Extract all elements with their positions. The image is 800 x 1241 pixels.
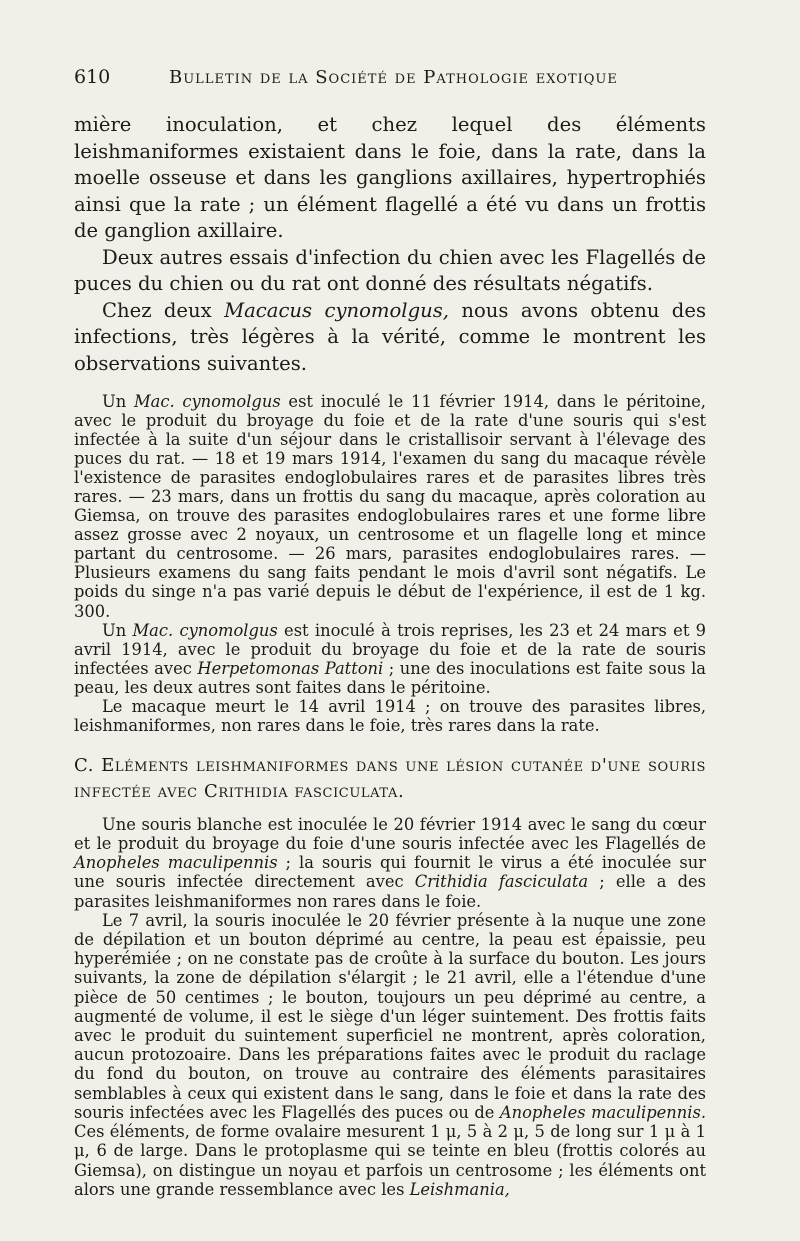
body-text	[74, 112, 706, 1199]
running-title: Bulletin de la Société de Pathologie exotique	[169, 67, 618, 88]
paragraph: Chez deux Macacus cynomolgus, nous avons obtenu des infections, très légères à la vérité, comme le montrent les observations suivantes.	[74, 298, 706, 375]
paragraph: Deux autres essais d'infection du chien avec les Flagellés de puces du chien ou du rat ont donné des résultats négatifs.	[74, 245, 706, 295]
observation-paragraph: Le macaque meurt le 14 avril 1914 ; on trouve des parasites libres, leishmaniformes, non rares dans le foie, très rares dans la rate.	[74, 696, 706, 735]
paragraph: mière inoculation, et chez lequel des éléments leishmaniformes existaient dans le foie, dans la rate, dans la moelle osseuse et dans les ganglions axillaires, hypertrophiés ainsi que la rate ; un élément flagellé a été vu dans un frottis de ganglion axillaire.	[74, 113, 706, 242]
intro-section	[74, 112, 706, 377]
paragraph: Une souris blanche est inoculée le 20 février 1914 avec le sang du cœur et le produit du broyage du foie d'une souris infectée avec les Flagellés de Anopheles maculipennis ; la souris qui fournit le virus a été inoculée sur une souris infectée directement avec Crithidia fasciculata ; elle a des parasites leishmaniformes non rares dans le foie.	[74, 814, 706, 911]
page-number: 610	[74, 66, 111, 88]
observation-paragraph: Un Mac. cynomolgus est inoculé à trois reprises, les 23 et 24 mars et 9 avril 1914, avec le produit du broyage du foie et de la rate de souris infectées avec Herpetomonas Pattoni ; une des inoculations est faite sous la peau, les deux autres sont faites dans le péritoine.	[74, 620, 706, 697]
observations-section	[74, 392, 706, 735]
page-header	[74, 66, 734, 94]
paragraph: Le 7 avril, la souris inoculée le 20 février présente à la nuque une zone de dépilation et un bouton déprimé au centre, la peau est épaissie, peu hyperémiée ; on ne constate pas de croûte à la surface du bouton. Les jours suivants, la zone de dépilation s'élargit ; le 21 avril, elle a l'étendue d'une pièce de 50 centimes ; le bouton, toujours un peu déprimé au centre, a augmenté de volume, il est le siège d'un léger suintement. Des frottis faits avec le produit du suintement superficiel ne montrent, après coloration, aucun protozoaire. Dans les préparations faites avec le produit du raclage du fond du bouton, on trouve au contraire des éléments parasitaires semblables à ceux qui existent dans le sang, dans le foie et dans la rate des souris infectées avec les Flagellés des puces ou de Anopheles maculipennis. Ces éléments, de forme ovalaire mesurent 1 μ, 5 à 2 μ, 5 de long sur 1 μ à 1 μ, 6 de large. Dans le protoplasme qui se teinte en bleu (frottis colorés au Giemsa), on distingue un noyau et parfois un centrosome ; les éléments ont alors une grande ressemblance avec les Leishmania,	[74, 910, 706, 1199]
observation-paragraph: Un Mac. cynomolgus est inoculé le 11 février 1914, dans le péritoine, avec le produit du broyage du foie et de la rate d'une souris qui s'est infectée à la suite d'un séjour dans le cristallisoir servant à l'élevage des puces du rat. — 18 et 19 mars 1914, l'examen du sang du macaque révèle l'existence de parasites endoglobulaires rares et de parasites libres très rares. — 23 mars, dans un frottis du sang du macaque, après coloration au Giemsa, on trouve des parasites endoglobulaires rares et une forme libre assez grosse avec 2 noyaux, un centrosome et un flagelle long et mince partant du centrosome. — 26 mars, parasites endoglobulaires rares. — Plusieurs examens du sang faits pendant le mois d'avril sont négatifs. Le poids du singe n'a pas varié depuis le début de l'expérience, il est de 1 kg. 300.	[74, 392, 706, 621]
section-c-body	[74, 815, 706, 1199]
section-heading: C. Eléments leishmaniformes dans une lésion cutanée d'une souris infectée avec Crithidia fasciculata.	[74, 754, 706, 802]
